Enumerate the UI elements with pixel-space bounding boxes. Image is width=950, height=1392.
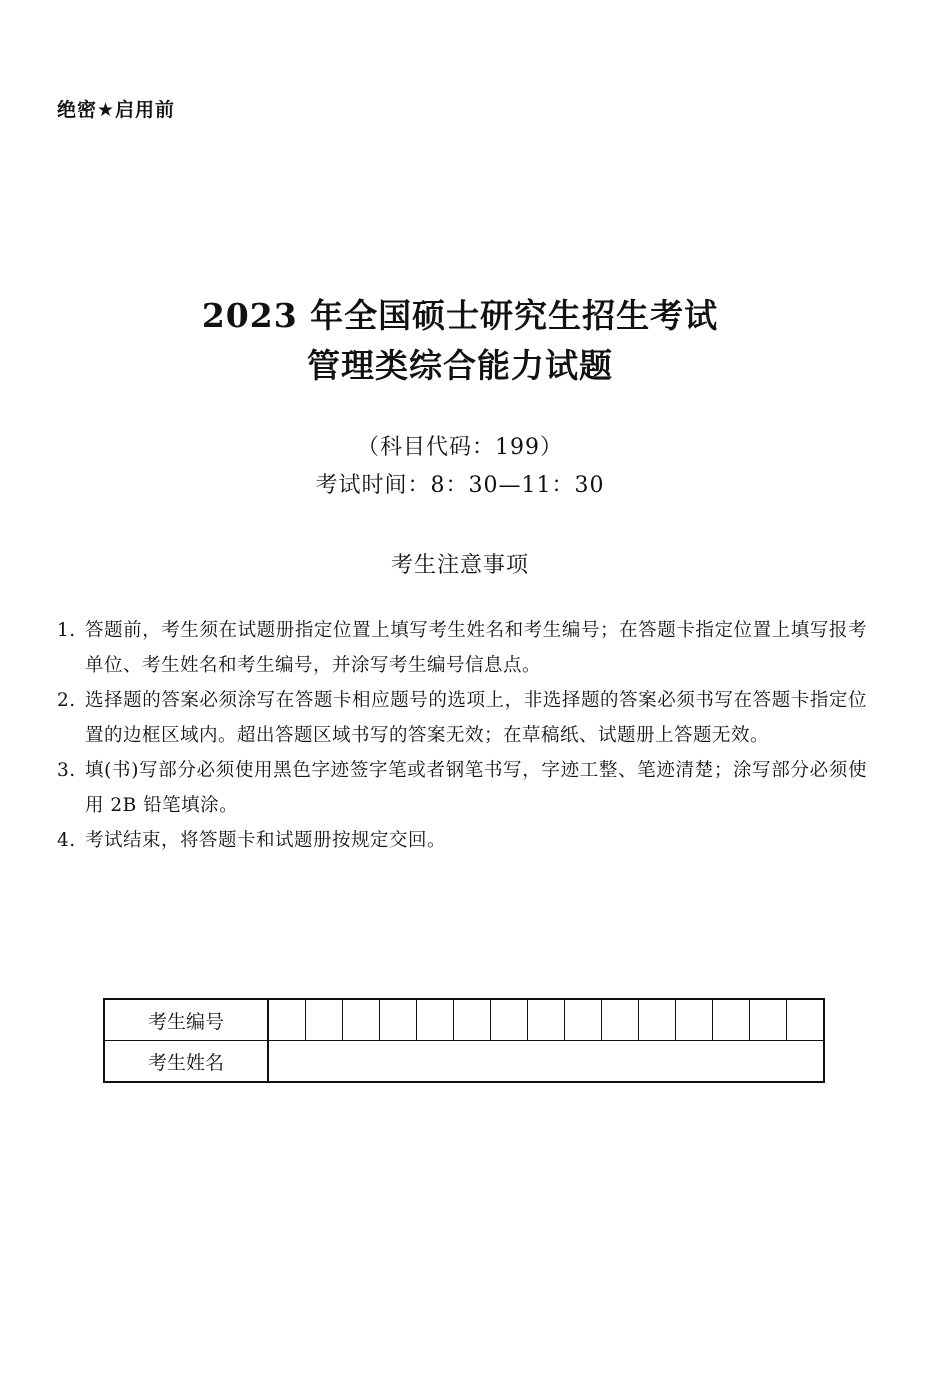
candidate-name-label: 考生姓名 xyxy=(104,1041,268,1083)
confidential-label: 绝密★启用前 xyxy=(57,99,176,121)
candidate-info-table xyxy=(103,998,825,1083)
exam-time: 考试时间：8：30—11：30 xyxy=(315,473,605,498)
exam-title-line1: 2023 年全国硕士研究生招生考试 xyxy=(201,296,719,335)
notice-item xyxy=(57,823,867,858)
candidate-name-row xyxy=(104,1041,824,1083)
candidate-number-digit-box[interactable] xyxy=(417,999,454,1041)
candidate-number-digit-box[interactable] xyxy=(528,999,565,1041)
candidate-number-digit-box[interactable] xyxy=(268,999,306,1041)
notice-item xyxy=(57,753,867,823)
subject-code: （科目代码：199） xyxy=(357,435,563,460)
candidate-number-digit-box[interactable] xyxy=(491,999,528,1041)
candidate-number-digit-box[interactable] xyxy=(306,999,343,1041)
candidate-number-digit-box[interactable] xyxy=(602,999,639,1041)
candidate-number-digit-box[interactable] xyxy=(639,999,676,1041)
candidate-number-row xyxy=(104,999,824,1041)
notice-item xyxy=(57,613,867,683)
candidate-number-digit-box[interactable] xyxy=(380,999,417,1041)
notice-item xyxy=(57,683,867,753)
candidate-number-digit-box[interactable] xyxy=(750,999,787,1041)
notice-text: 填(书)写部分必须使用黑色字迹签字笔或者钢笔书写，字迹工整、笔迹清楚；涂写部分必须使用 2B 铅笔填涂。 xyxy=(85,760,867,816)
candidate-number-label: 考生编号 xyxy=(104,999,268,1041)
candidate-number-digit-box[interactable] xyxy=(787,999,825,1041)
exam-title-line2: 管理类综合能力试题 xyxy=(307,346,613,385)
candidate-number-digit-box[interactable] xyxy=(343,999,380,1041)
candidate-number-digit-box[interactable] xyxy=(713,999,750,1041)
candidate-name-field[interactable] xyxy=(268,1041,824,1083)
notice-text: 答题前，考生须在试题册指定位置上填写考生姓名和考生编号；在答题卡指定位置上填写报考单位、考生姓名和考生编号，并涂写考生编号信息点。 xyxy=(85,620,867,676)
notice-text: 考试结束，将答题卡和试题册按规定交回。 xyxy=(85,830,447,851)
notice-list xyxy=(57,613,867,858)
notice-text: 选择题的答案必须涂写在答题卡相应题号的选项上，非选择题的答案必须书写在答题卡指定位置的边框区域内。超出答题区域书写的答案无效；在草稿纸、试题册上答题无效。 xyxy=(85,690,867,746)
candidate-number-digit-box[interactable] xyxy=(454,999,491,1041)
notice-number: 3. xyxy=(57,760,76,781)
notice-number: 4. xyxy=(57,830,76,851)
candidate-number-digit-box[interactable] xyxy=(676,999,713,1041)
notice-number: 2. xyxy=(57,690,76,711)
candidate-number-digit-box[interactable] xyxy=(565,999,602,1041)
notice-number: 1. xyxy=(57,620,76,641)
notice-heading: 考生注意事项 xyxy=(390,553,529,578)
